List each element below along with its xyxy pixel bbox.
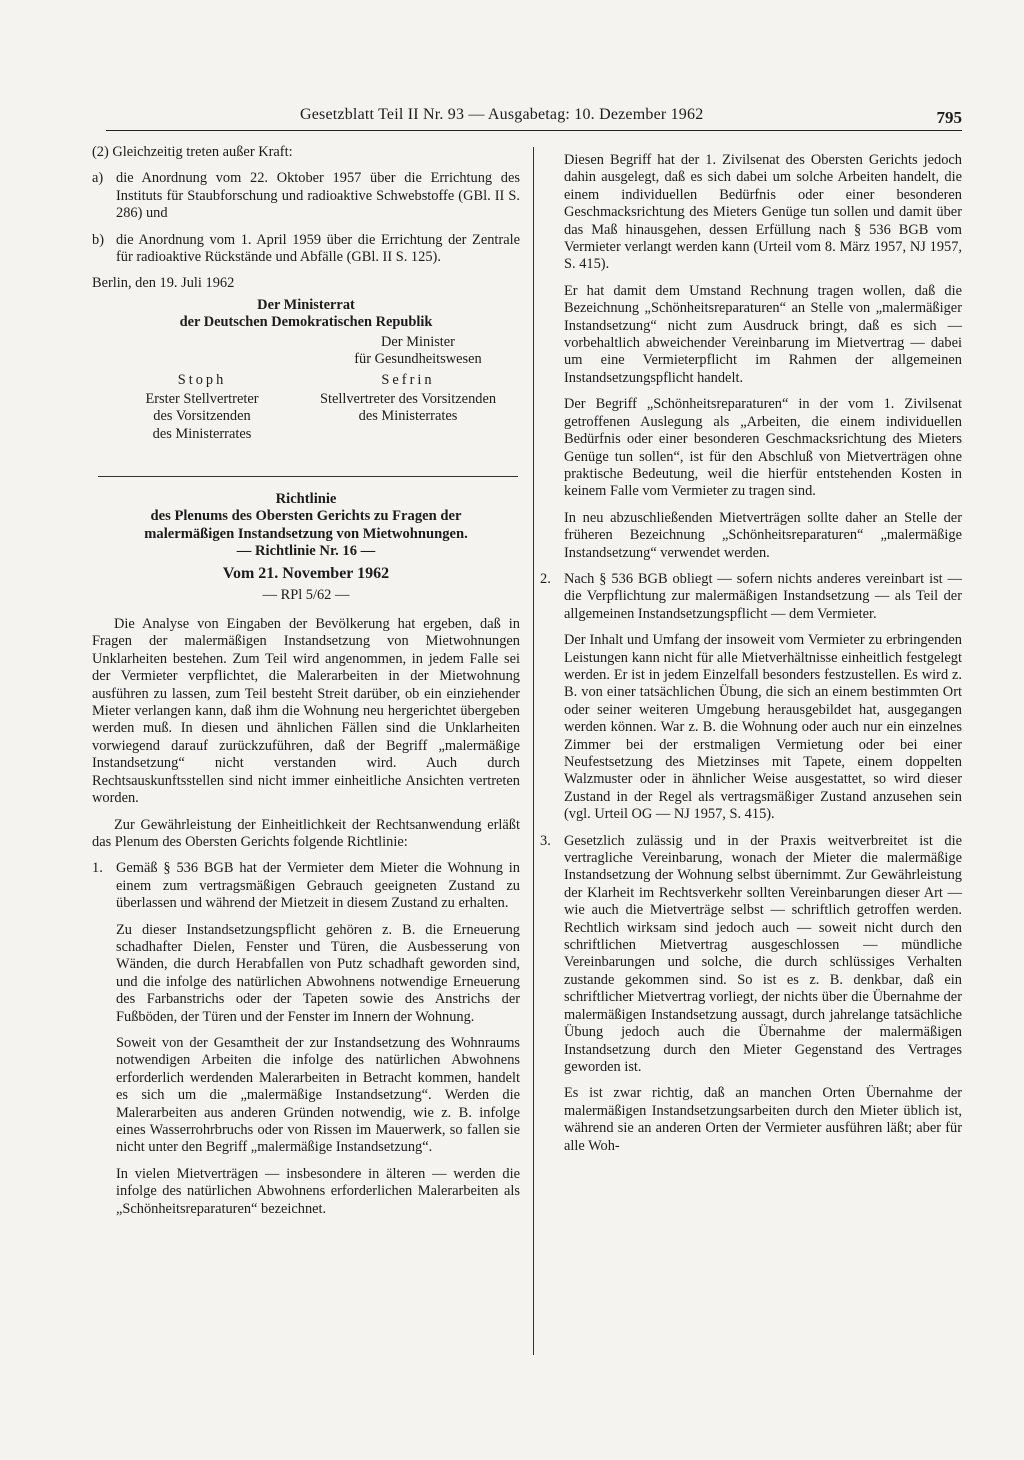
directive-item-1 bbox=[92, 860, 520, 912]
directive-item-3 bbox=[540, 833, 962, 1077]
item-2-paragraph-2: Der Inhalt und Umfang der insoweit vom Vermieter zu erbringenden Leistungen kann nicht für alle Mietverhältnisse einheitlich festgelegt werden. Er ist in jedem Einzelfall besonders festzustellen. Es wird z. B. von einer tatsächlichen Übung, die sich an einem bestimmten Ort oder seiner weiteren Umgebung herausgebildet hat, ausgegangen werden können. War z. B. die Wohnung oder auch nur ein einzelnes Zimmer bei der erstmaligen Vermietung oder bei einer Neufestsetzung des Mietzinses mit Tapete, einem doppelten Walzmuster oder in ähnlicher Weise ausgestattet, so wird dieser Zustand in der Regel als vertragsmäßiger Zustand anzusehen sein (vgl. Urteil OG — NJ 1957, S. 415). bbox=[564, 632, 962, 823]
signatory-name: Sefrin bbox=[381, 371, 435, 388]
item-1-paragraph-2: Zu dieser Instandsetzungspflicht gehören z. B. die Erneuerung schadhafter Dielen, Fenster und Türen, die Ausbesserung von Wänden, die durch Herabfallen von Putz schadhaft geworden sind, und die infolge des natürlichen Abwohnens notwendige Erneuerung des Farbanstrichs oder der Tapeten sowie des Anstrichs der Fußböden, der Türen und der Fenster im Innern der Wohnung. bbox=[116, 921, 520, 1025]
signature-block bbox=[92, 334, 520, 460]
list-label: 1. bbox=[92, 860, 103, 877]
directive-subtitle-2: malermäßigen Instandsetzung von Mietwohnungen. bbox=[144, 525, 468, 542]
list-label: 3. bbox=[540, 832, 551, 849]
page-number: 795 bbox=[936, 108, 962, 127]
list-text: Nach § 536 BGB obliegt — sofern nichts anderes vereinbart ist — die Verpflichtung zur malermäßigen Instandsetzung — als Teil der allgemeinen Instandsetzungspflicht — dem Vermieter. bbox=[564, 570, 962, 622]
column-divider bbox=[533, 147, 534, 1355]
list-item-b bbox=[92, 232, 520, 267]
item-1-paragraph-3: Soweit von der Gesamtheit der zur Instandsetzung des Wohnraums notwendigen Arbeiten die infolge des natürlichen Abwohnens erforderlich werdenden Malerarbeiten in Betracht kommen, handelt es sich um die „malermäßige Instandsetzung“. Werden die Malerarbeiten aus anderen Gründen notwendig, wie z. B. infolge eines Wasserrohrbruchs oder von Rissen im Mauerwerk, so fallen sie nicht unter den Begriff „malermäßige Instandsetzung“. bbox=[116, 1034, 520, 1156]
guarantee-paragraph: Zur Gewährleistung der Einheitlichkeit der Rechtsanwendung erläßt das Plenum des Obersten Gerichts folgende Richtlinie: bbox=[92, 816, 520, 850]
list-item-a bbox=[92, 170, 520, 222]
directive-reference: — RPl 5/62 — bbox=[262, 586, 350, 603]
council-line-2: der Deutschen Demokratischen Republik bbox=[179, 314, 433, 331]
directive-number: — Richtlinie Nr. 16 — bbox=[236, 543, 376, 560]
section-divider bbox=[98, 476, 518, 477]
directive-subtitle-1: des Plenums des Obersten Gerichts zu Fragen der bbox=[150, 508, 462, 525]
minister-line-1: Der Minister bbox=[381, 333, 455, 350]
list-text: Gemäß § 536 BGB hat der Vermieter dem Mieter die Wohnung in einem zum vertragsmäßigen Gebrauch geeigneten Zustand zu überlassen und während der Mietzeit in diesem Zustand zu erhalten. bbox=[116, 860, 520, 912]
left-column bbox=[92, 144, 520, 1227]
signatory-role: des Vorsitzenden bbox=[153, 408, 251, 425]
date-place: Berlin, den 19. Juli 1962 bbox=[92, 275, 235, 292]
right-paragraph-3: Der Begriff „Schönheitsreparaturen“ in der vom 1. Zivilsenat getroffenen Auslegung als „Arbeiten, die einem individuellen Bedürfnis oder einer besonderen Geschmacksrichtung des Mieters Genüge tun sollen“, ist für den Abschluß von Mietverträgen ohne praktische Bedeutung, weil die hierfür entstehenden Kosten in keinem Falle vom Vermieter zu tragen sind. bbox=[564, 396, 962, 500]
list-text: die Anordnung vom 22. Oktober 1957 über die Errichtung des Instituts für Staubforschung und radioaktive Schwebstoffe (GBl. II S. 286) und bbox=[116, 170, 520, 222]
list-label: b) bbox=[92, 231, 104, 248]
list-label: 2. bbox=[540, 570, 551, 587]
signatory-role: Stellvertreter des Vorsitzenden bbox=[319, 391, 497, 408]
signatory-role: Erster Stellvertreter bbox=[145, 391, 259, 408]
council-line-1: Der Ministerrat bbox=[257, 296, 355, 313]
list-label: a) bbox=[92, 170, 104, 187]
minister-line-2: für Gesundheitswesen bbox=[354, 351, 482, 368]
list-text: die Anordnung vom 1. April 1959 über die Errichtung der Zentrale für radioaktive Rückstände und Abfälle (GBl. II S. 125). bbox=[116, 231, 520, 266]
signatory-role: des Ministerrates bbox=[358, 408, 458, 425]
header-rule bbox=[106, 130, 962, 131]
signatory-role: des Ministerrates bbox=[152, 425, 252, 442]
gazette-title: Gesetzblatt Teil II Nr. 93 — Ausgabetag: 10. Dezember 1962 bbox=[300, 106, 704, 123]
signatory-stoph bbox=[102, 372, 302, 444]
right-paragraph-1: Diesen Begriff hat der 1. Zivilsenat des Obersten Gerichts jedoch dahin ausgelegt, daß es sich dabei um solche Arbeiten handelt, die einem individuellen Bedürfnis oder einer besonderen Geschmacksrichtung des Mieters Genüge tun sollen und damit über das Maß hinausgehen, dessen Erfüllung nach § 536 BGB vom Vermieter verlangt werden kann (Urteil vom 8. März 1957, NJ 1957, S. 415). bbox=[564, 152, 962, 273]
minister-title bbox=[320, 334, 516, 369]
directive-date: Vom 21. November 1962 bbox=[222, 565, 390, 583]
right-paragraph-4: In neu abzuschließenden Mietverträgen sollte daher an Stelle der früheren Bezeichnung „Schönheitsreparaturen“ „malermäßige Instandsetzung“ verwendet werden. bbox=[564, 509, 962, 561]
directive-title: Richtlinie bbox=[275, 490, 337, 507]
signatory-sefrin bbox=[288, 372, 528, 426]
item-3-paragraph-2: Es ist zwar richtig, daß an manchen Orten Übernahme der malermäßigen Instandsetzungsarbeiten durch den Mieter üblich ist, während sie an anderen Orten der Vermieter ausführen läßt; aber für alle Woh- bbox=[564, 1085, 962, 1154]
intro-paragraph: Die Analyse von Eingaben der Bevölkerung hat ergeben, daß in Fragen der malermäßigen Instandsetzung von Mietwohnungen Unklarheiten bestehen. Zum Teil wird angenommen, in jedem Falle sei der Vermieter verpflichtet, die Malerarbeiten in der Mietwohnung ausführen zu lassen, zum Teil besteht Streit darüber, ob ein einziehender Mieter verlangen kann, daß ihm die Wohnung neu hergerichtet übergeben werden muß. In diesen und ähnlichen Fällen sind die Unklarheiten vorwiegend darauf zurückzuführen, daß der Begriff „malermäßige Instandsetzung“ nicht verstanden wird. Auch durch Rechtsauskunftsstellen sind nicht immer einheitliche Ansichten vertreten worden. bbox=[92, 616, 520, 807]
directive-item-2 bbox=[540, 571, 962, 623]
item-1-paragraph-4: In vielen Mietverträgen — insbesondere in älteren — werden die infolge des natürlichen Abwohnens erforderlichen Malerarbeiten als „Schönheitsreparaturen“ bezeichnet. bbox=[116, 1165, 520, 1217]
paragraph-2: (2) Gleichzeitig treten außer Kraft: bbox=[92, 144, 293, 160]
right-paragraph-2: Er hat damit dem Umstand Rechnung tragen wollen, daß die Bezeichnung „Schönheitsreparaturen“ an Stelle von „malermäßiger Instandsetzung“ nicht zum Ausdruck bringt, daß es sich — vorbehaltlich abweichender Vereinbarung im Mietvertrag — dabei um eine Vermieterpflicht im Rahmen der allgemeinen Instandsetzungspflicht handelt. bbox=[564, 282, 962, 386]
list-text: Gesetzlich zulässig und in der Praxis weitverbreitet ist die vertragliche Vereinbarung, wonach der Mieter die malermäßige Instandsetzung der Wohnung selbst übernimmt. Zur Gewährleistung der Klarheit im Rechtsverkehr sollten Vereinbarungen dieser Art — wie auch die Mietverträge selbst — schriftlich getroffen werden. Rechtlich wirksam sind jedoch auch — soweit nicht durch den schriftlichen Mietvertrag ausgeschlossen — mündliche Vereinbarungen und solche, die durch schlüssiges Verhalten zustande gekommen sind. So ist es z. B. denkbar, daß ein schriftlicher Mietvertrag vorliegt, der nichts über die Übernahme der malermäßigen Instandsetzung aussagt, durch jahrelange tatsächliche Übung jedoch auch die Übernahme der malermäßigen Instandsetzung durch den Mieter Gegenstand des Vertrages geworden ist. bbox=[564, 832, 962, 1075]
signatory-name: Stoph bbox=[177, 371, 227, 388]
right-column bbox=[540, 152, 962, 1164]
